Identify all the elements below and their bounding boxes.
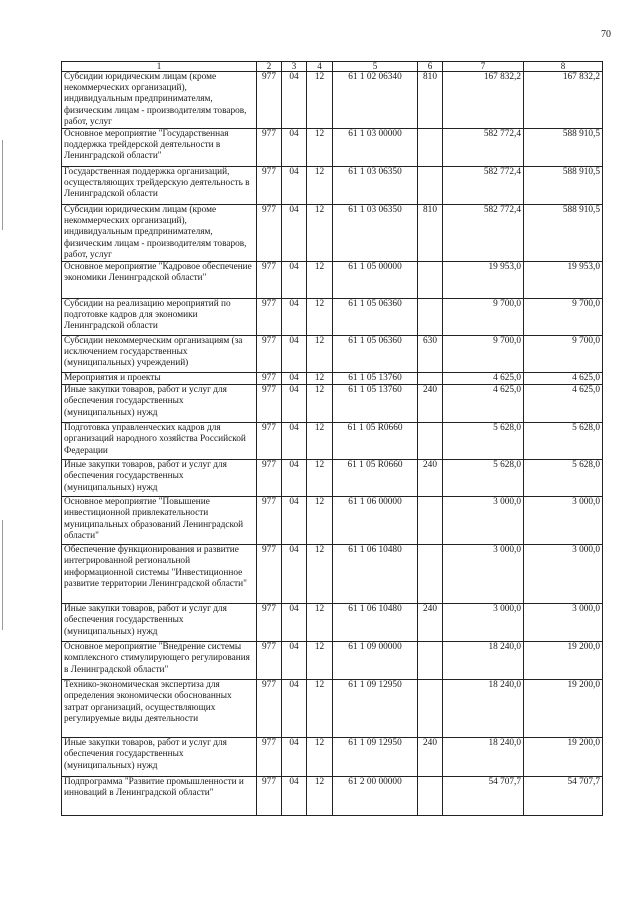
amount-year1-cell: 3 000,0 [443,545,524,604]
amount-year2-cell: 54 707,7 [524,777,603,816]
section-code-cell: 04 [282,373,307,385]
target-article-cell: 61 1 06 10480 [333,545,418,604]
amount-year1-cell: 9 700,0 [443,299,524,336]
expense-type-cell [418,545,443,604]
admin-code-cell: 977 [257,336,282,373]
subsection-code-cell: 12 [307,385,333,423]
subsection-code-cell: 12 [307,777,333,816]
amount-year1-cell: 167 832,2 [443,72,524,129]
target-article-cell: 61 1 05 00000 [333,262,418,299]
amount-year2-cell: 19 200,0 [524,680,603,738]
header-cell: 8 [524,62,603,72]
amount-year1-cell: 9 700,0 [443,336,524,373]
row-name-cell: Подпрограмма "Развитие промышленности и инноваций в Ленинградской области" [62,777,257,816]
table-row [62,205,603,262]
expense-type-cell: 240 [418,460,443,497]
subsection-code-cell: 12 [307,497,333,545]
admin-code-cell: 977 [257,738,282,777]
section-code-cell: 04 [282,680,307,738]
amount-year2-cell: 9 700,0 [524,299,603,336]
section-code-cell: 04 [282,497,307,545]
section-code-cell: 04 [282,385,307,423]
table-row [62,167,603,205]
admin-code-cell: 977 [257,642,282,680]
scan-edge-mark [2,520,3,630]
amount-year1-cell: 54 707,7 [443,777,524,816]
table-row [62,336,603,373]
table-row [62,738,603,777]
amount-year1-cell: 582 772,4 [443,129,524,167]
amount-year2-cell: 3 000,0 [524,604,603,642]
section-code-cell: 04 [282,642,307,680]
amount-year1-cell: 18 240,0 [443,738,524,777]
admin-code-cell: 977 [257,460,282,497]
row-name-cell: Основное мероприятие "Внедрение системы комплексного стимулирующего регулирования в Ленинградской области" [62,642,257,680]
subsection-code-cell: 12 [307,336,333,373]
target-article-cell: 61 1 05 13760 [333,385,418,423]
scan-edge-mark [2,140,3,230]
target-article-cell: 61 1 03 00000 [333,129,418,167]
table-row [62,680,603,738]
row-name-cell: Субсидии некоммерческим организациям (за исключением государственных (муниципальных) учреждений) [62,336,257,373]
subsection-code-cell: 12 [307,604,333,642]
subsection-code-cell: 12 [307,460,333,497]
header-cell: 5 [333,62,418,72]
admin-code-cell: 977 [257,423,282,460]
section-code-cell: 04 [282,129,307,167]
row-name-cell: Государственная поддержка организаций, осуществляющих трейдерскую деятельность в Ленинградской области [62,167,257,205]
section-code-cell: 04 [282,72,307,129]
amount-year1-cell: 19 953,0 [443,262,524,299]
admin-code-cell: 977 [257,373,282,385]
row-name-cell: Подготовка управленческих кадров для организаций народного хозяйства Российской Федерации [62,423,257,460]
table-row [62,460,603,497]
table-row [62,497,603,545]
header-cell: 1 [62,62,257,72]
amount-year1-cell: 3 000,0 [443,604,524,642]
amount-year2-cell: 167 832,2 [524,72,603,129]
amount-year2-cell: 19 200,0 [524,642,603,680]
admin-code-cell: 977 [257,299,282,336]
subsection-code-cell: 12 [307,680,333,738]
target-article-cell: 61 1 06 00000 [333,497,418,545]
table-row [62,373,603,385]
row-name-cell: Иные закупки товаров, работ и услуг для обеспечения государственных (муниципальных) нужд [62,738,257,777]
expense-type-cell [418,167,443,205]
section-code-cell: 04 [282,545,307,604]
table-row [62,385,603,423]
table-row [62,129,603,167]
table-row [62,299,603,336]
expense-type-cell [418,680,443,738]
expense-type-cell: 810 [418,205,443,262]
expense-type-cell: 810 [418,72,443,129]
amount-year1-cell: 582 772,4 [443,167,524,205]
admin-code-cell: 977 [257,385,282,423]
target-article-cell: 61 1 09 12950 [333,738,418,777]
table-row [62,262,603,299]
subsection-code-cell: 12 [307,738,333,777]
amount-year2-cell: 3 000,0 [524,545,603,604]
expense-type-cell [418,423,443,460]
target-article-cell: 61 1 03 06350 [333,205,418,262]
target-article-cell: 61 1 05 06360 [333,336,418,373]
table-row [62,777,603,816]
row-name-cell: Основное мероприятие "Повышение инвестиционной привлекательности муниципальных образований Ленинградской области" [62,497,257,545]
amount-year1-cell: 582 772,4 [443,205,524,262]
amount-year2-cell: 19 200,0 [524,738,603,777]
subsection-code-cell: 12 [307,167,333,205]
subsection-code-cell: 12 [307,262,333,299]
amount-year2-cell: 588 910,5 [524,205,603,262]
admin-code-cell: 977 [257,129,282,167]
table-row [62,545,603,604]
admin-code-cell: 977 [257,262,282,299]
admin-code-cell: 977 [257,680,282,738]
subsection-code-cell: 12 [307,545,333,604]
admin-code-cell: 977 [257,167,282,205]
amount-year1-cell: 3 000,0 [443,497,524,545]
row-name-cell: Обеспечение функционирования и развитие интегрированной региональной информационной системы "Инвестиционное развитие территории Ленинградской области" [62,545,257,604]
amount-year1-cell: 18 240,0 [443,680,524,738]
header-cell: 6 [418,62,443,72]
subsection-code-cell: 12 [307,642,333,680]
target-article-cell: 61 1 09 12950 [333,680,418,738]
amount-year1-cell: 18 240,0 [443,642,524,680]
expense-type-cell: 240 [418,385,443,423]
subsection-code-cell: 12 [307,205,333,262]
admin-code-cell: 977 [257,545,282,604]
expense-type-cell [418,129,443,167]
section-code-cell: 04 [282,336,307,373]
subsection-code-cell: 12 [307,72,333,129]
section-code-cell: 04 [282,604,307,642]
expense-type-cell: 240 [418,604,443,642]
admin-code-cell: 977 [257,72,282,129]
section-code-cell: 04 [282,262,307,299]
admin-code-cell: 977 [257,497,282,545]
target-article-cell: 61 1 05 R0660 [333,460,418,497]
row-name-cell: Мероприятия и проекты [62,373,257,385]
expense-type-cell [418,642,443,680]
page-number: 70 [601,29,611,40]
expense-type-cell: 240 [418,738,443,777]
row-name-cell: Субсидии на реализацию мероприятий по подготовке кадров для экономики Ленинградской области [62,299,257,336]
amount-year1-cell: 4 625,0 [443,385,524,423]
expense-type-cell [418,262,443,299]
amount-year2-cell: 3 000,0 [524,497,603,545]
target-article-cell: 61 1 02 06340 [333,72,418,129]
table-row [62,642,603,680]
row-name-cell: Субсидии юридическим лицам (кроме некоммерческих организаций), индивидуальным предпринимателям, физическим лицам - производителям товаров, работ, услуг [62,205,257,262]
section-code-cell: 04 [282,460,307,497]
target-article-cell: 61 1 09 00000 [333,642,418,680]
amount-year2-cell: 5 628,0 [524,423,603,460]
row-name-cell: Субсидии юридическим лицам (кроме некоммерческих организаций), индивидуальным предпринимателям, физическим лицам - производителям товаров, работ, услуг [62,72,257,129]
amount-year2-cell: 4 625,0 [524,385,603,423]
amount-year2-cell: 5 628,0 [524,460,603,497]
admin-code-cell: 977 [257,604,282,642]
admin-code-cell: 977 [257,777,282,816]
section-code-cell: 04 [282,423,307,460]
expense-type-cell [418,497,443,545]
subsection-code-cell: 12 [307,373,333,385]
target-article-cell: 61 1 06 10480 [333,604,418,642]
expense-type-cell [418,777,443,816]
amount-year1-cell: 5 628,0 [443,423,524,460]
row-name-cell: Основное мероприятие "Кадровое обеспечение экономики Ленинградской области" [62,262,257,299]
table-body [62,72,603,816]
row-name-cell: Технико-экономическая экспертиза для определения экономически обоснованных затрат организаций, осуществляющих регулируемые виды деятельности [62,680,257,738]
table-row [62,72,603,129]
target-article-cell: 61 1 03 06350 [333,167,418,205]
target-article-cell: 61 1 05 R0660 [333,423,418,460]
section-code-cell: 04 [282,777,307,816]
admin-code-cell: 977 [257,205,282,262]
amount-year2-cell: 588 910,5 [524,129,603,167]
budget-table [61,61,603,816]
target-article-cell: 61 1 05 06360 [333,299,418,336]
subsection-code-cell: 12 [307,129,333,167]
row-name-cell: Иные закупки товаров, работ и услуг для обеспечения государственных (муниципальных) нужд [62,604,257,642]
amount-year2-cell: 588 910,5 [524,167,603,205]
section-code-cell: 04 [282,205,307,262]
section-code-cell: 04 [282,738,307,777]
header-cell: 4 [307,62,333,72]
expense-type-cell [418,373,443,385]
amount-year2-cell: 19 953,0 [524,262,603,299]
table-row [62,604,603,642]
section-code-cell: 04 [282,299,307,336]
expense-type-cell [418,299,443,336]
table-header-row [62,62,603,72]
target-article-cell: 61 2 00 00000 [333,777,418,816]
amount-year1-cell: 5 628,0 [443,460,524,497]
row-name-cell: Иные закупки товаров, работ и услуг для обеспечения государственных (муниципальных) нужд [62,460,257,497]
amount-year2-cell: 4 625,0 [524,373,603,385]
expense-type-cell: 630 [418,336,443,373]
amount-year2-cell: 9 700,0 [524,336,603,373]
header-cell: 2 [257,62,282,72]
row-name-cell: Иные закупки товаров, работ и услуг для обеспечения государственных (муниципальных) нужд [62,385,257,423]
row-name-cell: Основное мероприятие "Государственная поддержка трейдерской деятельности в Ленинградской области" [62,129,257,167]
header-cell: 7 [443,62,524,72]
section-code-cell: 04 [282,167,307,205]
header-cell: 3 [282,62,307,72]
target-article-cell: 61 1 05 13760 [333,373,418,385]
subsection-code-cell: 12 [307,299,333,336]
subsection-code-cell: 12 [307,423,333,460]
table-row [62,423,603,460]
amount-year1-cell: 4 625,0 [443,373,524,385]
